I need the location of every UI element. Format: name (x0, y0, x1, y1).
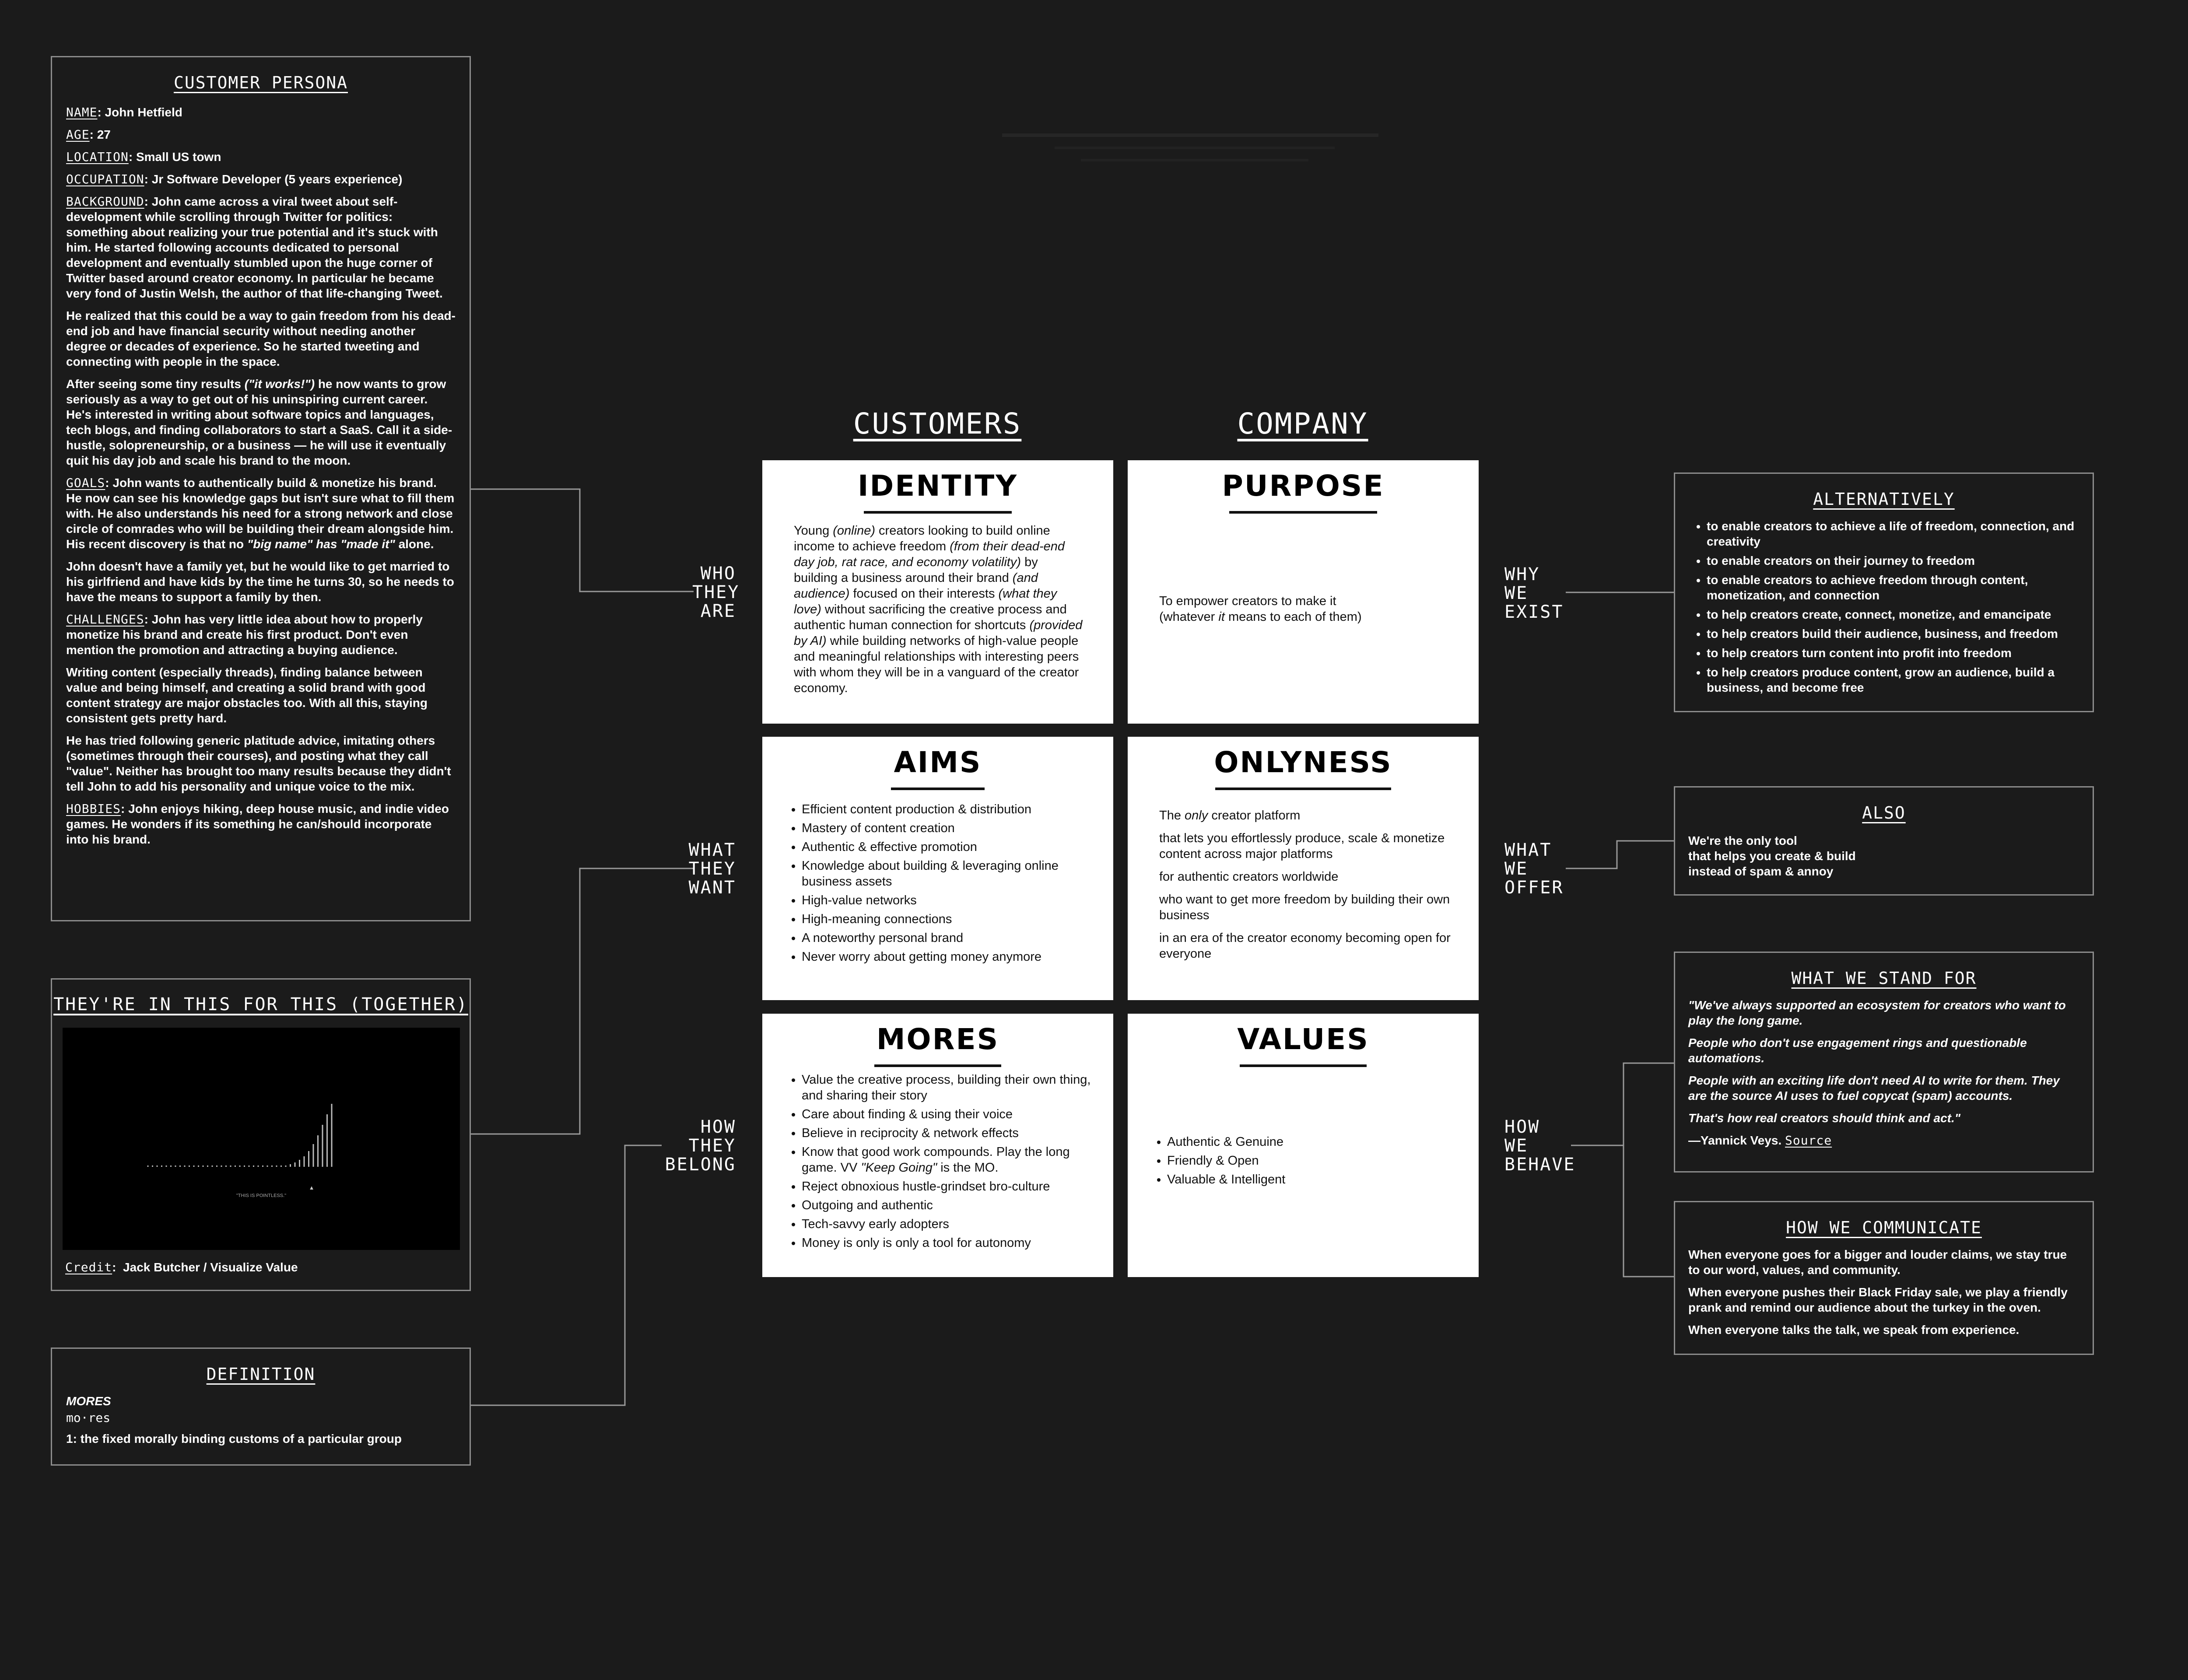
background-text-1: John came across a viral tweet about self-development while scrolling through Twitter for politics: something about realizing your true potential and it's stuck with him. He started following accounts dedicated to personal development and eventually stumbled upon the huge corner of Twitter based around creator economy. In particular he became very fond of Justin Welsh, the author of that life-changing Tweet. (66, 195, 443, 300)
persona-challenges-3: He has tried following generic platitude advice, imitating others (sometimes through their courses), and posting what they call "value". Neither has brought too many results because they didn't tell John to add his personality and unique voice to the mix. (66, 734, 451, 793)
purpose-body (1159, 593, 1448, 625)
pointless-chart-graphic (63, 1028, 460, 1250)
onlyness-underline (1215, 788, 1391, 790)
onlyness-line-1 (1159, 808, 1452, 823)
aims-item: • Authentic & effective promotion (802, 839, 1098, 855)
identity-underline (864, 511, 1012, 514)
background-text-3-em: ("it works!") (244, 377, 315, 391)
also-text (1688, 833, 2079, 879)
label-what-they-want (684, 841, 736, 897)
mores-body (783, 1072, 1094, 1254)
hobbies-label: HOBBIES (66, 802, 121, 816)
age-value: 27 (97, 128, 111, 141)
onlyness-title: ONLYNESS (1214, 746, 1392, 779)
also-line-1: We're the only tool (1688, 834, 1797, 847)
label-why-line-3: EXIST (1504, 602, 1564, 622)
aims-card (762, 737, 1113, 1000)
onlyness-body (1159, 808, 1452, 969)
mores-item: • Value the creative process, building their own thing, and sharing their story (802, 1072, 1094, 1103)
communicate-text (1688, 1247, 2079, 1337)
identity-text-6: while building networks of high-value people and meaningful relationships with interesting peers with whom they will be in a vanguard of the creator economy. (794, 634, 1079, 695)
challenges-text-1: John has very little idea about how to properly monetize his brand and create his first product. Don't even mention the promotion and attracting a buying audience. (66, 612, 423, 657)
goals-text-1-em: "big name" has "made it" (247, 537, 395, 551)
identity-body (794, 523, 1083, 696)
mores-title: MORES (876, 1022, 999, 1056)
purpose-line-2a: (whatever (1159, 610, 1215, 624)
challenges-label: CHALLENGES (66, 612, 144, 626)
purpose-line-2-em: it (1218, 610, 1225, 624)
values-item: • Authentic & Genuine (1167, 1134, 1455, 1150)
values-body (1149, 1134, 1455, 1190)
identity-card (762, 460, 1113, 724)
purpose-line-1: To empower creators to make it (1159, 594, 1336, 608)
communicate-title: HOW WE COMMUNICATE (1786, 1218, 1982, 1237)
onlyness-line-5: in an era of the creator economy becoming open for everyone (1159, 931, 1451, 961)
persona-background-1: BACKGROUND: John came across a viral tweet about self-development while scrolling through Twitter for politics: something about realizing your true potential and it's stuck with him. He started following accounts dedicated to personal development and eventually stumbled upon the huge corner of Twitter based around creator economy. In particular he became very fond of Justin Welsh, the author of that life-changing Tweet. (66, 194, 443, 300)
also-title: ALSO (1862, 803, 1906, 822)
mores-item: • Believe in reciprocity & network effects (802, 1125, 1094, 1141)
values-item: • Valuable & Intelligent (1167, 1172, 1455, 1187)
location-value: Small US town (136, 150, 221, 164)
credit-row: Credit: Jack Butcher / Visualize Value (65, 1260, 298, 1274)
label-offer-line-2: WE (1504, 859, 1529, 879)
age-label: AGE (66, 127, 90, 142)
aims-item: • Never worry about getting money anymore (802, 949, 1098, 965)
communicate-line-3: When everyone talks the talk, we speak from experience. (1688, 1323, 2020, 1337)
label-what-we-offer (1504, 841, 1564, 897)
alternatively-item: • to help creators turn content into profit into freedom (1707, 645, 2079, 661)
together-image (63, 1028, 460, 1250)
occupation-label: OCCUPATION (66, 172, 144, 186)
customer-persona-panel (51, 56, 471, 921)
aims-item: • A noteworthy personal brand (802, 930, 1098, 946)
onlyness-em-1: only (1185, 808, 1208, 822)
aims-body (783, 802, 1098, 968)
connector-together-what (470, 868, 694, 1134)
dot-line (148, 1104, 332, 1167)
aims-underline (891, 788, 985, 790)
identity-em-3: (and audience) (794, 571, 1038, 601)
persona-challenges-1: CHALLENGES: John has very little idea about how to properly monetize his brand and create his first product. Don't even mention the promotion and attracting a buying audience. (66, 612, 423, 657)
communicate-panel (1674, 1201, 2094, 1355)
aims-item: • Knowledge about building & leveraging online business assets (802, 858, 1098, 889)
arrow-up-icon: ▲ (309, 1184, 315, 1191)
mores-item: • Care about finding & using their voice (802, 1106, 1094, 1122)
persona-hobbies: HOBBIES: John enjoys hiking, deep house music, and indie video games. He wonders if its something he can/should incorporate into his brand. (66, 802, 449, 846)
credit-label: Credit (65, 1260, 112, 1274)
image-caption: "THIS IS POINTLESS." (236, 1193, 287, 1198)
persona-goals-2: John doesn't have a family yet, but he would like to get married to his girlfriend and have kids by the time he turns 30, so he needs to have the means to support a family by then. (66, 560, 454, 604)
connector-definition-how (470, 1145, 662, 1405)
connector-behave-communicate (1623, 1145, 1674, 1277)
customers-heading: CUSTOMERS (853, 407, 1022, 441)
persona-background-3 (66, 376, 456, 468)
background-text-3b: he now wants to grow seriously as a way to get out of his uninspiring current career. He's interested in writing about software topics and languages, tech blogs, and finding collaborators to start a SaaS. Call it a side-hustle, solopreneurship, or a business — he will use it eventually quit his day job and scale his brand to the moon. (66, 377, 452, 467)
mores-list (783, 1072, 1094, 1251)
stand-author: —Yannick Veys. (1688, 1134, 1782, 1147)
mores-item: • Outgoing and authentic (802, 1197, 1094, 1213)
label-why-we-exist (1504, 565, 1564, 622)
connector-persona-who (470, 489, 694, 592)
label-behave-line-3: BEHAVE (1504, 1155, 1576, 1175)
together-panel (51, 978, 471, 1291)
aims-item: • Efficient content production & distribution (802, 802, 1098, 817)
label-how-they-belong (662, 1118, 736, 1174)
goals-label: GOALS (66, 476, 105, 490)
label-who-they-are (692, 564, 740, 621)
background-text-3a: After seeing some tiny results (66, 377, 241, 391)
persona-occupation-row: OCCUPATION: Jr Software Developer (5 years experience) (66, 172, 403, 186)
mores-item: • Tech-savvy early adopters (802, 1216, 1094, 1232)
onlyness-text-1b: creator platform (1211, 808, 1301, 822)
values-title: VALUES (1237, 1022, 1369, 1056)
persona-name-row: NAME: John Hetfield (66, 105, 182, 119)
alternatively-item: • to help creators produce content, grow an audience, build a business, and become free (1707, 665, 2079, 695)
label-offer-line-3: OFFER (1504, 878, 1564, 898)
company-heading: COMPANY (1237, 407, 1368, 441)
label-what-line-1: WHAT (688, 840, 736, 860)
persona-title: CUSTOMER PERSONA (173, 73, 348, 92)
identity-em-1: (online) (833, 524, 875, 538)
stand-line-2: People who don't use engagement rings and questionable automations. (1688, 1036, 2027, 1065)
values-underline (1240, 1064, 1367, 1067)
purpose-title: PURPOSE (1222, 469, 1385, 503)
mores-text-4a: Know that good work compounds. Play the long game. VV (802, 1145, 1070, 1175)
purpose-line-2 (1159, 609, 1448, 625)
background-label: BACKGROUND (66, 194, 144, 209)
aims-item: • Mastery of content creation (802, 820, 1098, 836)
goals-text-1a: John wants to authentically build & monetize his brand. He now can see his knowledge gaps but isn't sure what to fill them with. He also understands his need for a strong network and close circle of comrades who will be building their dream alongside him. His recent discovery is that no (66, 476, 455, 551)
goals-text-1b: alone. (398, 537, 434, 551)
aims-item: • High-value networks (802, 892, 1098, 908)
faint-header-placeholder (1002, 133, 1387, 186)
label-why-line-2: WE (1504, 583, 1529, 603)
identity-text-1: Young (794, 524, 830, 538)
location-label: LOCATION (66, 150, 129, 164)
also-line-3: instead of spam & annoy (1688, 864, 1834, 878)
identity-em-2: (from their dead-end day job, rat race, and economy volatility) (794, 539, 1065, 569)
identity-em-4: (what they love) (794, 587, 1057, 616)
stand-text (1688, 998, 2079, 1126)
mores-text-4b: is the MO. (940, 1161, 999, 1175)
identity-text-4: focused on their interests (853, 587, 995, 601)
label-how-line-3: BELONG (665, 1155, 736, 1175)
stand-line-3: People with an exciting life don't need AI to write for them. They are the source AI uses to fuel copycat (spam) accounts. (1688, 1074, 2060, 1102)
purpose-underline (1229, 511, 1377, 514)
stand-line-4: That's how real creators should think and act." (1688, 1111, 1961, 1125)
aims-list (783, 802, 1098, 965)
label-why-line-1: WHY (1504, 564, 1540, 584)
persona-text (66, 105, 456, 847)
definition-pronunciation: mo·res (66, 1410, 111, 1425)
mores-item (802, 1144, 1094, 1176)
identity-text-5: without sacrificing the creative process and authentic human connection for shortcuts (794, 602, 1067, 632)
purpose-line-2b: means to each of them) (1228, 610, 1362, 624)
source-link[interactable]: Source (1785, 1133, 1832, 1148)
label-offer-line-1: WHAT (1504, 840, 1552, 860)
also-line-2: that helps you create & build (1688, 849, 1856, 863)
purpose-card (1128, 460, 1479, 724)
onlyness-card (1128, 737, 1479, 1000)
values-list (1149, 1134, 1455, 1187)
mores-card (762, 1014, 1113, 1277)
label-who-line-1: WHO (700, 564, 736, 584)
aims-title: AIMS (894, 746, 982, 779)
alternatively-item: • to help creators create, connect, monetize, and emancipate (1707, 607, 2079, 622)
mores-item: • Reject obnoxious hustle-grindset bro-culture (802, 1179, 1094, 1194)
stand-attribution (1688, 1133, 2079, 1148)
mores-underline (874, 1064, 1001, 1067)
stand-title: WHAT WE STAND FOR (1791, 969, 1977, 988)
label-who-line-3: ARE (700, 601, 736, 621)
values-item: • Friendly & Open (1167, 1153, 1455, 1169)
definition-title: DEFINITION (206, 1365, 316, 1384)
definition-meaning: 1: the fixed morally binding customs of a particular group (66, 1432, 402, 1446)
together-title: THEY'RE IN THIS FOR THIS (TOGETHER) (53, 994, 468, 1015)
persona-background-2: He realized that this could be a way to gain freedom from his dead-end job and have financial security without needing another degree or decades of experience. So he started tweeting and connecting with people in the space. (66, 309, 456, 368)
label-what-line-2: THEY (688, 859, 736, 879)
label-behave-line-2: WE (1504, 1136, 1529, 1156)
label-behave-line-1: HOW (1504, 1117, 1540, 1137)
alternatively-panel (1674, 472, 2094, 712)
label-how-we-behave (1504, 1118, 1576, 1174)
definition-panel (51, 1348, 471, 1466)
identity-text-3: by building a business around their brand (794, 555, 1038, 585)
also-panel (1674, 786, 2094, 896)
label-how-line-2: THEY (688, 1136, 736, 1156)
identity-em-5: (provided by AI) (794, 618, 1083, 648)
connector-offer-also (1566, 841, 1674, 868)
label-who-line-2: THEY (692, 582, 740, 602)
aims-item: • High-meaning connections (802, 911, 1098, 927)
persona-goals-1: GOALS: John wants to authentically build & monetize his brand. He now can see his knowledge gaps but isn't sure what to fill them with. He also understands his need for a strong network and close circle of comrades who will be building their dream alongside him. His recent discovery is that no "big name" has "made it" alone. (66, 476, 455, 551)
communicate-line-2: When everyone pushes their Black Friday sale, we play a friendly prank and remind our audience about the turkey in the oven. (1688, 1285, 2068, 1314)
communicate-line-1: When everyone goes for a bigger and louder claims, we stay true to our word, values, and community. (1688, 1248, 2067, 1277)
onlyness-line-2: that lets you effortlessly produce, scale & monetize content across major platforms (1159, 831, 1445, 861)
persona-location-row: LOCATION: Small US town (66, 150, 221, 164)
label-what-line-3: WANT (688, 878, 736, 898)
identity-text-2: creators looking to build online income to achieve freedom (794, 524, 1050, 553)
alternatively-item: • to enable creators to achieve a life of freedom, connection, and creativity (1707, 518, 2079, 549)
alternatively-list (1688, 518, 2079, 695)
alternatively-item: • to enable creators to achieve freedom through content, monetization, and connection (1707, 572, 2079, 603)
name-value: John Hetfield (105, 105, 182, 119)
connector-behave-stand (1571, 1063, 1674, 1145)
values-card (1128, 1014, 1479, 1277)
stand-line-1: "We've always supported an ecosystem for creators who want to play the long game. (1688, 998, 2066, 1027)
persona-challenges-2: Writing content (especially threads), finding balance between value and being himself, and creating a solid brand with good content strategy are major obstacles too. With all this, staying consistent gets pretty hard. (66, 665, 428, 725)
persona-age-row: AGE: 27 (66, 127, 111, 142)
occupation-value: Jr Software Developer (5 years experience) (151, 172, 403, 186)
identity-title: IDENTITY (857, 469, 1018, 503)
onlyness-line-4: who want to get more freedom by building their own business (1159, 892, 1450, 922)
definition-word: MORES (66, 1394, 111, 1408)
alternatively-item: • to enable creators on their journey to freedom (1707, 553, 2079, 568)
credit-value: Jack Butcher / Visualize Value (123, 1260, 298, 1274)
alternatively-item: • to help creators build their audience, business, and freedom (1707, 626, 2079, 641)
stand-panel (1674, 952, 2094, 1172)
onlyness-line-3: for authentic creators worldwide (1159, 870, 1339, 884)
name-label: NAME (66, 105, 98, 119)
mores-item: • Money is only is only a tool for autonomy (802, 1235, 1094, 1251)
hobbies-text: John enjoys hiking, deep house music, and indie video games. He wonders if its something he can/should incorporate into his brand. (66, 802, 449, 846)
onlyness-text-1a: The (1159, 808, 1181, 822)
mores-em-4: "Keep Going" (861, 1161, 937, 1175)
label-how-line-1: HOW (700, 1117, 736, 1137)
alternatively-title: ALTERNATIVELY (1813, 490, 1955, 509)
